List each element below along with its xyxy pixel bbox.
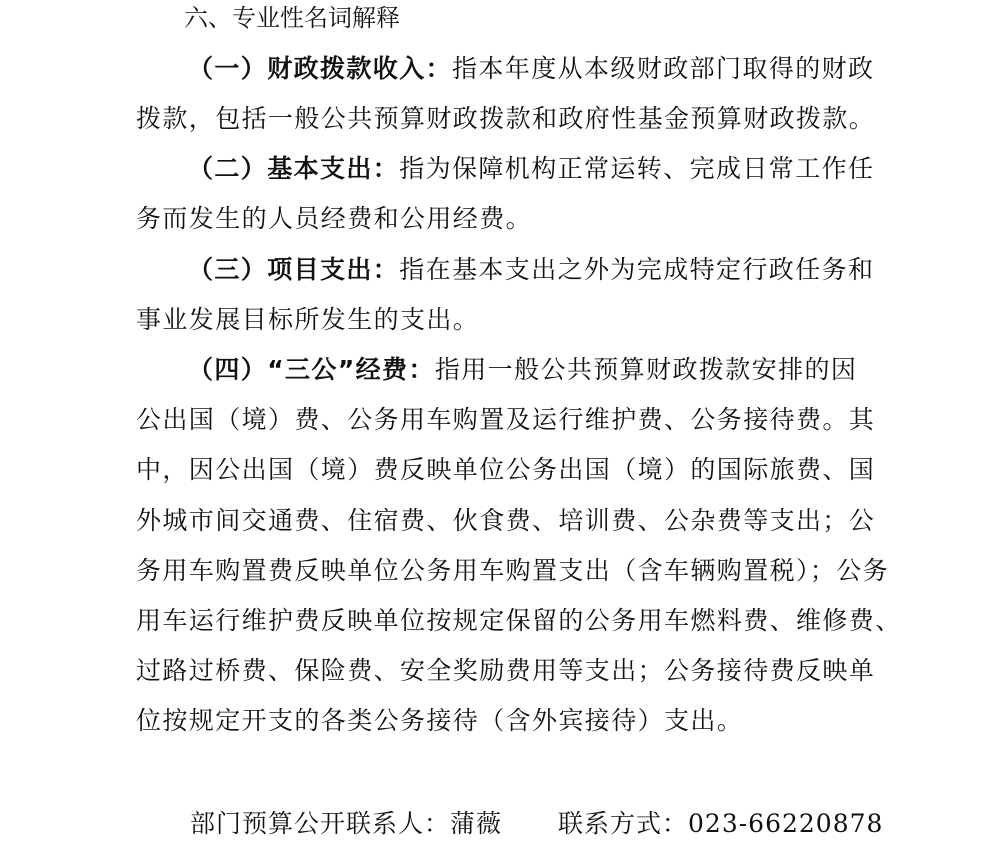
section-heading: 六、专业性名词解释 xyxy=(184,4,400,32)
item-4-term: （四）“三公”经费： xyxy=(188,355,435,384)
item-1-first-line xyxy=(188,51,874,87)
item-4-text-line-8: 位按规定开支的各类公务接待（含外宾接待）支出。 xyxy=(136,706,744,735)
item-3-term: （三）项目支出： xyxy=(188,255,400,284)
item-1-text-line-2: 拨款，包括一般公共预算财政拨款和政府性基金预算财政拨款。 xyxy=(136,104,876,133)
item-1-text-line-1: 指本年度从本级财政部门取得的财政 xyxy=(452,54,875,83)
item-4-text-line-1: 指用一般公共预算财政拨款安排的因 xyxy=(434,355,858,384)
item-4-text-line-7: 过路过桥费、保险费、安全奖励费用等支出；公务接待费反映单 xyxy=(136,656,876,685)
item-4-text-line-5: 务用车购置费反映单位公务用车购置支出（含车辆购置税）；公务 xyxy=(136,556,890,585)
item-2-first-line xyxy=(188,151,874,187)
item-4-text-line-2: 公出国（境）费、公务用车购置及运行维护费、公务接待费。其 xyxy=(136,405,876,434)
item-3-text-line-2: 事业发展目标所发生的支出。 xyxy=(136,305,480,334)
item-1-term: （一）财政拨款收入： xyxy=(188,54,453,83)
item-2-text-line-1: 指为保障机构正常运转、完成日常工作任 xyxy=(399,154,875,183)
contact-footer xyxy=(190,806,883,842)
contact-phone: 联系方式：023-66220878 xyxy=(558,809,884,838)
item-2-text-line-2: 务而发生的人员经费和公用经费。 xyxy=(136,204,533,233)
contact-person: 部门预算公开联系人：蒲薇 xyxy=(190,809,503,838)
item-3-first-line xyxy=(188,252,874,288)
item-2-term: （二）基本支出： xyxy=(188,154,400,183)
item-4-text-line-6: 用车运行维护费反映单位按规定保留的公务用车燃料费、维修费、 xyxy=(136,606,902,635)
item-3-text-line-1: 指在基本支出之外为完成特定行政任务和 xyxy=(399,255,875,284)
item-4-text-line-4: 外城市间交通费、住宿费、伙食费、培训费、公杂费等支出；公 xyxy=(136,506,876,535)
item-4-text-line-3: 中，因公出国（境）费反映单位公务出国（境）的国际旅费、国 xyxy=(136,455,876,484)
item-4-first-line xyxy=(188,352,857,388)
